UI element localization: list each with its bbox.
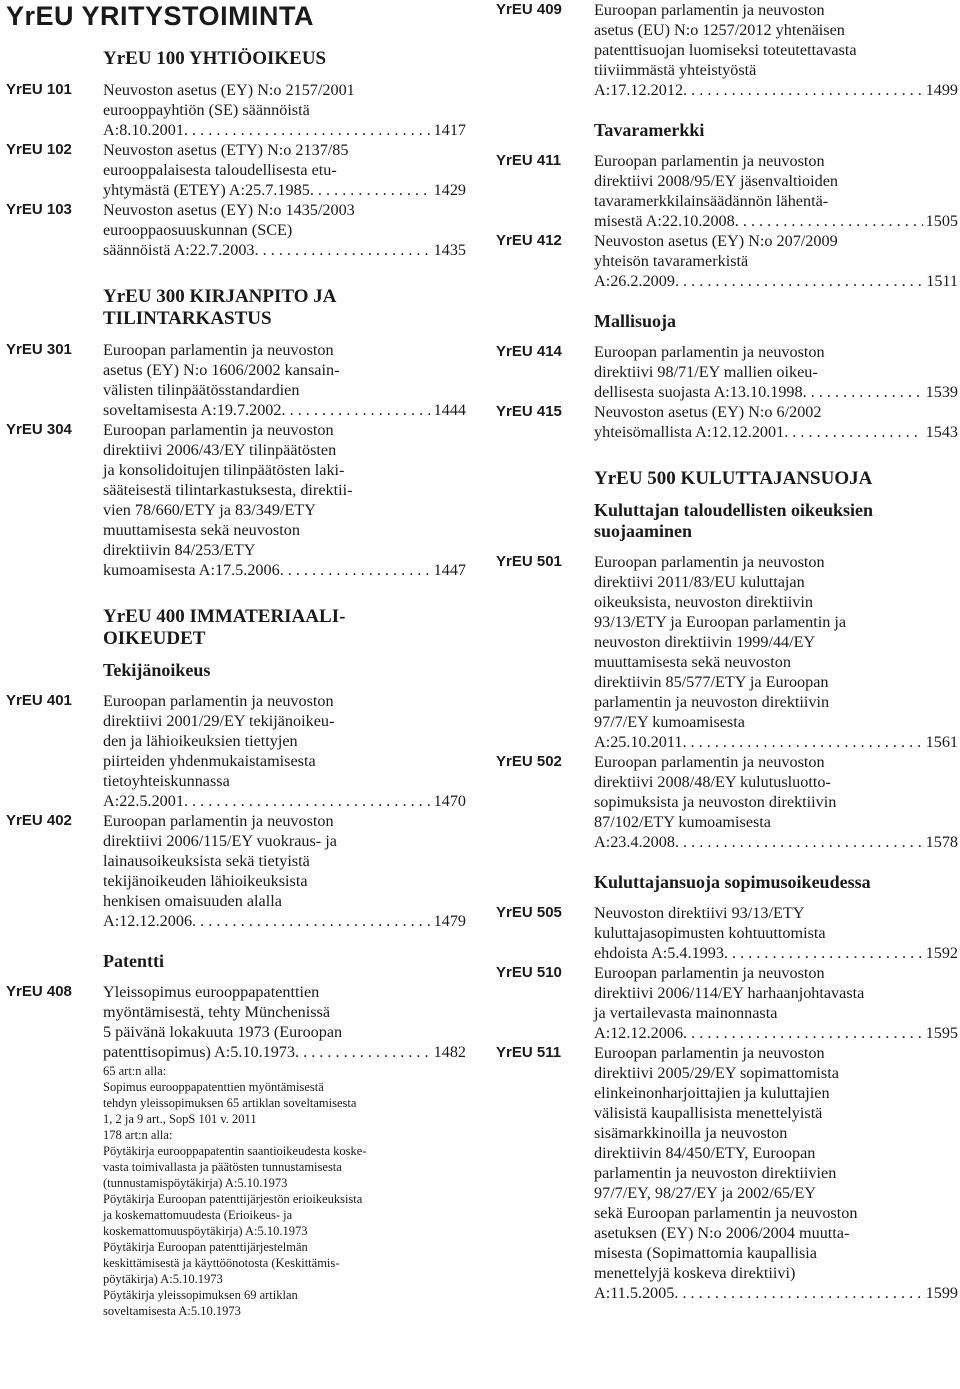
entry-code: YrEU 415: [496, 403, 562, 420]
entry-last-text: A:25.10.2011: [594, 733, 683, 751]
entry-line: asetus (EU) N:o 1257/2012 yhtenäisen: [594, 21, 845, 39]
subsection-heading: [6, 951, 466, 972]
heading-line: Patentti: [103, 951, 164, 971]
heading-line: Kuluttajan taloudellisten oikeuksien: [594, 500, 874, 520]
entry-line: myöntämisestä, tehty Münchenissä: [103, 1003, 331, 1021]
heading-line: Kuluttajansuoja sopimusoikeudessa: [594, 872, 871, 892]
entry-line: direktiivi 2006/114/EY harhaanjohtavasta: [594, 984, 865, 1002]
entry-last-text: A:12.12.2006: [103, 912, 193, 930]
index-entry: [6, 420, 466, 580]
index-entry: [496, 552, 958, 752]
entry-line: direktiivi 2006/43/EY tilinpäätösten: [103, 441, 337, 459]
entry-last-line: [594, 943, 958, 963]
entry-code: YrEU 103: [6, 201, 72, 218]
page-number: 1561: [925, 733, 958, 751]
entry-last-text: soveltamisesta A:19.7.2002: [103, 401, 282, 419]
entry-line: direktiivi 2006/115/EY vuokraus- ja: [103, 832, 337, 850]
dot-leader: [675, 832, 923, 852]
entry-line: direktiivi 98/71/EY mallien oikeu-: [594, 363, 818, 381]
entry-last-line: [103, 120, 466, 140]
index-entry: [496, 1043, 958, 1303]
note-line: Pöytäkirja eurooppapatentin saantioikeudesta koske-: [103, 1144, 367, 1158]
entry-line: välisistä kaupallisista menettelyistä: [594, 1104, 823, 1122]
section-heading: [6, 606, 466, 650]
entry-line: sopimuksista ja neuvoston direktiivin: [594, 793, 837, 811]
subsection-heading: [496, 872, 958, 893]
dot-leader: [803, 382, 923, 402]
entry-line: yhteisön tavaramerkistä: [594, 252, 749, 270]
dot-leader: [295, 1042, 431, 1062]
entry-last-line: [103, 1042, 466, 1062]
note-line: 178 art:n alla:: [103, 1128, 173, 1142]
entry-body: [594, 402, 958, 442]
entry-line: direktiivi 2001/29/EY tekijänoikeu-: [103, 712, 335, 730]
entry-body: [103, 80, 466, 140]
entry-body: [594, 1043, 958, 1303]
note-line: pöytäkirja) A:5.10.1973: [103, 1272, 223, 1286]
entry-line: asetuksen (EY) N:o 2006/2004 muutta-: [594, 1224, 850, 1242]
page-number: 1592: [925, 944, 958, 962]
entry-last-text: A:8.10.2001: [103, 121, 184, 139]
note-line: Pöytäkirja Euroopan patenttijärjestelmän: [103, 1240, 308, 1254]
entry-line: 5 päivänä lokakuuta 1973 (Euroopan: [103, 1023, 343, 1041]
entry-code: YrEU 510: [496, 964, 562, 981]
entry-line: Euroopan parlamentin ja neuvoston: [103, 341, 334, 359]
entry-line: Neuvoston asetus (EY) N:o 6/2002: [594, 403, 822, 421]
heading-line: YrEU 400 IMMATERIAALI-: [103, 606, 346, 627]
entry-line: Euroopan parlamentin ja neuvoston: [103, 812, 334, 830]
entry-body: [594, 0, 958, 100]
entry-body: [103, 140, 466, 200]
entry-line: Euroopan parlamentin ja neuvoston: [103, 692, 334, 710]
entry-line: Yleissopimus eurooppapatenttien: [103, 983, 320, 1001]
spacer: [496, 442, 958, 464]
entry-line: Neuvoston direktiivi 93/13/ETY: [594, 904, 805, 922]
entry-last-line: [103, 180, 466, 200]
page-number: 1599: [925, 1284, 958, 1302]
entry-last-line: [103, 400, 466, 420]
entry-code: YrEU 411: [496, 152, 562, 169]
entry-last-line: [594, 732, 958, 752]
page-number: 1578: [925, 833, 958, 851]
dot-leader: [683, 80, 923, 100]
page-title: YrEU YRITYSTOIMINTA: [6, 1, 315, 31]
spacer: [6, 260, 466, 282]
index-entry: [6, 140, 466, 200]
entry-line: Euroopan parlamentin ja neuvoston: [594, 553, 825, 571]
entry-line: eurooppaosuuskunnan (SCE): [103, 221, 293, 239]
entry-line: 97/7/EY, 98/27/EY ja 2002/65/EY: [594, 1184, 817, 1202]
index-entry: [6, 340, 466, 420]
dot-leader: [280, 560, 431, 580]
entry-last-line: [594, 211, 958, 231]
entry-last-text: kumoamisesta A:17.5.2006: [103, 561, 280, 579]
entry-line: direktiivin 84/253/ETY: [103, 541, 256, 559]
entry-code: YrEU 304: [6, 421, 72, 438]
page-number: 1417: [433, 121, 466, 139]
page-number: 1539: [925, 383, 958, 401]
entry-body: [594, 752, 958, 852]
entry-line: den ja lähioikeuksien tiettyjen: [103, 732, 298, 750]
page-number: 1470: [433, 792, 466, 810]
page-number: 1479: [433, 912, 466, 930]
section-heading: [6, 286, 466, 330]
entry-last-line: [103, 240, 466, 260]
entry-line: direktiivin 85/577/ETY ja Euroopan: [594, 673, 829, 691]
entry-line: sekä Euroopan parlamentin ja neuvoston: [594, 1204, 858, 1222]
heading-line: YrEU 500 KULUTTAJANSUOJA: [594, 468, 873, 489]
index-entry: [496, 231, 958, 291]
note-line: vasta toimivallasta ja päätösten tunnustamisesta: [103, 1160, 342, 1174]
index-entry: [496, 903, 958, 963]
entry-line: tekijänoikeuden lähioikeuksista: [103, 872, 308, 890]
heading-line: Tavaramerkki: [594, 120, 705, 140]
entry-line: sisämarkkinoilla ja neuvoston: [594, 1124, 788, 1142]
entry-last-line: [594, 1023, 958, 1043]
entry-last-text: A:22.5.2001: [103, 792, 184, 810]
entry-line: neuvoston direktiivin 1999/44/EY: [594, 633, 816, 651]
index-entry: [6, 811, 466, 931]
spacer: [496, 291, 958, 305]
entry-body: [594, 231, 958, 291]
entry-code: YrEU 414: [496, 343, 562, 360]
entry-line: Euroopan parlamentin ja neuvoston: [594, 753, 825, 771]
note-line: Pöytäkirja Euroopan patenttijärjestön erioikeuksista: [103, 1192, 363, 1206]
entry-line: tavaramerkkilainsäädännön lähentä-: [594, 192, 829, 210]
section-heading: [496, 468, 958, 490]
entry-line: vien 78/660/ETY ja 83/349/ETY: [103, 501, 316, 519]
entry-body: [103, 420, 466, 580]
entry-line: Euroopan parlamentin ja neuvoston: [594, 343, 825, 361]
note-line: ja koskemattomuudesta (Erioikeus- ja: [103, 1208, 293, 1222]
entry-line: parlamentin ja neuvoston direktiivin: [594, 693, 830, 711]
note-line: soveltamisesta A:5.10.1973: [103, 1304, 241, 1318]
dot-leader: [724, 943, 923, 963]
dot-leader: [683, 1023, 923, 1043]
entry-last-text: yhteisömallista A:12.12.2001: [594, 423, 785, 441]
entry-line: eurooppayhtiön (SE) säännöistä: [103, 101, 310, 119]
entry-line: piirteiden yhdenmukaistamisesta: [103, 752, 316, 770]
entry-last-text: A:12.12.2006: [594, 1024, 684, 1042]
note-line: keskittämisestä ja käyttöönotosta (Keskittämis-: [103, 1256, 340, 1270]
entry-line: ja konsolidoitujen tilinpäätösten laki-: [103, 461, 345, 479]
page-number: 1505: [925, 212, 958, 230]
entry-code: YrEU 408: [6, 983, 72, 1000]
note-line: Pöytäkirja yleissopimuksen 69 artiklan: [103, 1288, 298, 1302]
spacer: [6, 580, 466, 602]
heading-line: OIKEUDET: [103, 628, 206, 649]
entry-last-text: säännöistä A:22.7.2003: [103, 241, 255, 259]
entry-line: lainausoikeuksista sekä tietyistä: [103, 852, 310, 870]
entry-line: direktiivi 2005/29/EY sopimattomista: [594, 1064, 839, 1082]
entry-code: YrEU 401: [6, 692, 72, 709]
note-line: 1, 2 ja 9 art., SopS 101 v. 2011: [103, 1112, 257, 1126]
entry-code: YrEU 505: [496, 904, 562, 921]
entry-line: 87/102/ETY kumoamisesta: [594, 813, 771, 831]
entry-code: YrEU 402: [6, 812, 72, 829]
entry-line: ja vertailevasta mainonnasta: [594, 1004, 778, 1022]
entry-last-line: [103, 560, 466, 580]
entry-line: Euroopan parlamentin ja neuvoston: [594, 1044, 825, 1062]
entry-last-text: A:26.2.2009: [594, 272, 675, 290]
entry-last-line: [594, 80, 958, 100]
heading-line: Mallisuoja: [594, 311, 677, 331]
entry-line: eurooppalaisesta taloudellisesta etu-: [103, 161, 337, 179]
page-number: 1429: [433, 181, 466, 199]
index-entry: [6, 982, 466, 1062]
entry-code: YrEU 301: [6, 341, 72, 358]
entry-line: direktiivi 2008/48/EY kulutusluotto-: [594, 773, 831, 791]
entry-last-text: A:11.5.2005: [594, 1284, 675, 1302]
entry-code: YrEU 502: [496, 753, 562, 770]
entry-last-text: A:23.4.2008: [594, 833, 675, 851]
entry-line: Euroopan parlamentin ja neuvoston: [594, 152, 825, 170]
entry-last-line: [103, 911, 466, 931]
entry-last-text: patenttisopimus) A:5.10.1973: [103, 1043, 295, 1061]
entry-line: oikeuksista, neuvoston direktiivin: [594, 593, 813, 611]
dot-leader: [674, 1283, 922, 1303]
dot-leader: [310, 180, 431, 200]
entry-body: [103, 200, 466, 260]
spacer: [496, 100, 958, 114]
entry-line: henkisen omaisuuden alalla: [103, 892, 282, 910]
index-entry: [496, 752, 958, 852]
page-number: 1482: [433, 1043, 466, 1061]
entry-notes: [6, 1063, 466, 1319]
index-entry: [496, 0, 958, 100]
page-number: 1444: [433, 401, 466, 419]
index-entry: [496, 151, 958, 231]
entry-last-text: misestä A:22.10.2008: [594, 212, 735, 230]
entry-line: välisten tilinpäätösstandardien: [103, 381, 300, 399]
dot-leader: [735, 211, 923, 231]
entry-body: [103, 982, 466, 1062]
entry-line: menettelyjä koskeva direktiivi): [594, 1264, 796, 1282]
entry-line: Euroopan parlamentin ja neuvoston: [103, 421, 334, 439]
entry-last-line: [594, 1283, 958, 1303]
entry-last-line: [103, 791, 466, 811]
heading-line: Tekijänoikeus: [103, 660, 211, 680]
dot-leader: [784, 422, 922, 442]
entry-body: [594, 342, 958, 402]
entry-body: [103, 340, 466, 420]
entry-body: [594, 903, 958, 963]
entry-line: Euroopan parlamentin ja neuvoston: [594, 964, 825, 982]
entry-last-text: yhtymästä (ETEY) A:25.7.1985: [103, 181, 310, 199]
entry-body: [594, 963, 958, 1043]
left-column: [6, 0, 466, 1319]
dot-leader: [682, 732, 922, 752]
entry-line: patenttisuojan luomiseksi toteutettavasta: [594, 41, 857, 59]
subsection-heading: [496, 120, 958, 141]
entry-line: asetus (EY) N:o 1606/2002 kansain-: [103, 361, 340, 379]
subsection-heading: [496, 311, 958, 332]
entry-code: YrEU 501: [496, 553, 562, 570]
subsection-heading: [6, 660, 466, 681]
entry-body: [103, 811, 466, 931]
index-entry: [6, 691, 466, 811]
entry-last-text: A:17.12.2012: [594, 81, 684, 99]
entry-line: 93/13/ETY ja Euroopan parlamentin ja: [594, 613, 847, 631]
index-entry: [6, 80, 466, 140]
dot-leader: [282, 400, 431, 420]
entry-line: Neuvoston asetus (EY) N:o 1435/2003: [103, 201, 355, 219]
page-number: 1511: [926, 272, 958, 290]
entry-line: direktiivin 84/450/ETY, Euroopan: [594, 1144, 816, 1162]
entry-code: YrEU 409: [496, 1, 562, 18]
note-line: tehdyn yleissopimuksen 65 artiklan soveltamisesta: [103, 1096, 357, 1110]
subsection-heading: [496, 500, 958, 542]
entry-code: YrEU 511: [496, 1044, 562, 1061]
spacer: [6, 931, 466, 945]
section-heading: [6, 48, 466, 70]
entry-line: Neuvoston asetus (EY) N:o 207/2009: [594, 232, 838, 250]
entry-line: direktiivi 2008/95/EY jäsenvaltioiden: [594, 172, 838, 190]
page-number: 1595: [925, 1024, 958, 1042]
entry-body: [594, 151, 958, 231]
index-entry: [496, 342, 958, 402]
page-number: 1543: [925, 423, 958, 441]
heading-line: suojaaminen: [594, 521, 693, 541]
page-number: 1447: [433, 561, 466, 579]
index-entry: [6, 200, 466, 260]
note-line: Sopimus eurooppapatenttien myöntämisestä: [103, 1080, 324, 1094]
entry-line: tietoyhteiskunnassa: [103, 772, 230, 790]
entry-line: 97/7/EY kumoamisesta: [594, 713, 745, 731]
heading-line: YrEU 300 KIRJANPITO JA: [103, 286, 337, 307]
spacer: [496, 852, 958, 866]
entry-last-text: ehdoista A:5.4.1993: [594, 944, 724, 962]
dot-leader: [192, 911, 431, 931]
entry-last-line: [594, 832, 958, 852]
entry-line: tiiviimmästä yhteistyöstä: [594, 61, 757, 79]
entry-body: [594, 552, 958, 752]
note-line: koskemattomuuspöytäkirja) A:5.10.1973: [103, 1224, 308, 1238]
index-entry: [496, 963, 958, 1043]
entry-line: direktiivi 2011/83/EU kuluttajan: [594, 573, 805, 591]
entry-line: sääteisestä tilintarkastuksesta, direktii-: [103, 481, 353, 499]
entry-last-line: [594, 382, 958, 402]
dot-leader: [255, 240, 431, 260]
dot-leader: [184, 120, 431, 140]
entry-line: Euroopan parlamentin ja neuvoston: [594, 1, 825, 19]
index-entry: [496, 402, 958, 442]
entry-line: misesta (Sopimattomia kaupallisia: [594, 1244, 817, 1262]
entry-line: muuttamisesta sekä neuvoston: [103, 521, 300, 539]
entry-line: kuluttajasopimusten kohtuuttomista: [594, 924, 826, 942]
entry-line: Neuvoston asetus (EY) N:o 2157/2001: [103, 81, 355, 99]
page-number: 1435: [433, 241, 466, 259]
right-column: [496, 0, 958, 1303]
heading-line: TILINTARKASTUS: [103, 308, 272, 329]
entry-last-line: [594, 271, 958, 291]
entry-last-line: [594, 422, 958, 442]
note-line: 65 art:n alla:: [103, 1064, 167, 1078]
entry-line: Neuvoston asetus (ETY) N:o 2137/85: [103, 141, 349, 159]
entry-body: [103, 691, 466, 811]
entry-code: YrEU 102: [6, 141, 72, 158]
dot-leader: [675, 271, 923, 291]
dot-leader: [184, 791, 431, 811]
entry-line: muuttamisesta sekä neuvoston: [594, 653, 791, 671]
entry-line: parlamentin ja neuvoston direktiivien: [594, 1164, 837, 1182]
entry-code: YrEU 101: [6, 81, 72, 98]
entry-code: YrEU 412: [496, 232, 562, 249]
heading-line: YrEU 100 YHTIÖOIKEUS: [103, 48, 327, 69]
page-number: 1499: [925, 81, 958, 99]
note-line: (tunnustamispöytäkirja) A:5.10.1973: [103, 1176, 288, 1190]
entry-line: elinkeinonharjoittajien ja kuluttajien: [594, 1084, 830, 1102]
entry-last-text: dellisesta suojasta A:13.10.1998: [594, 383, 803, 401]
